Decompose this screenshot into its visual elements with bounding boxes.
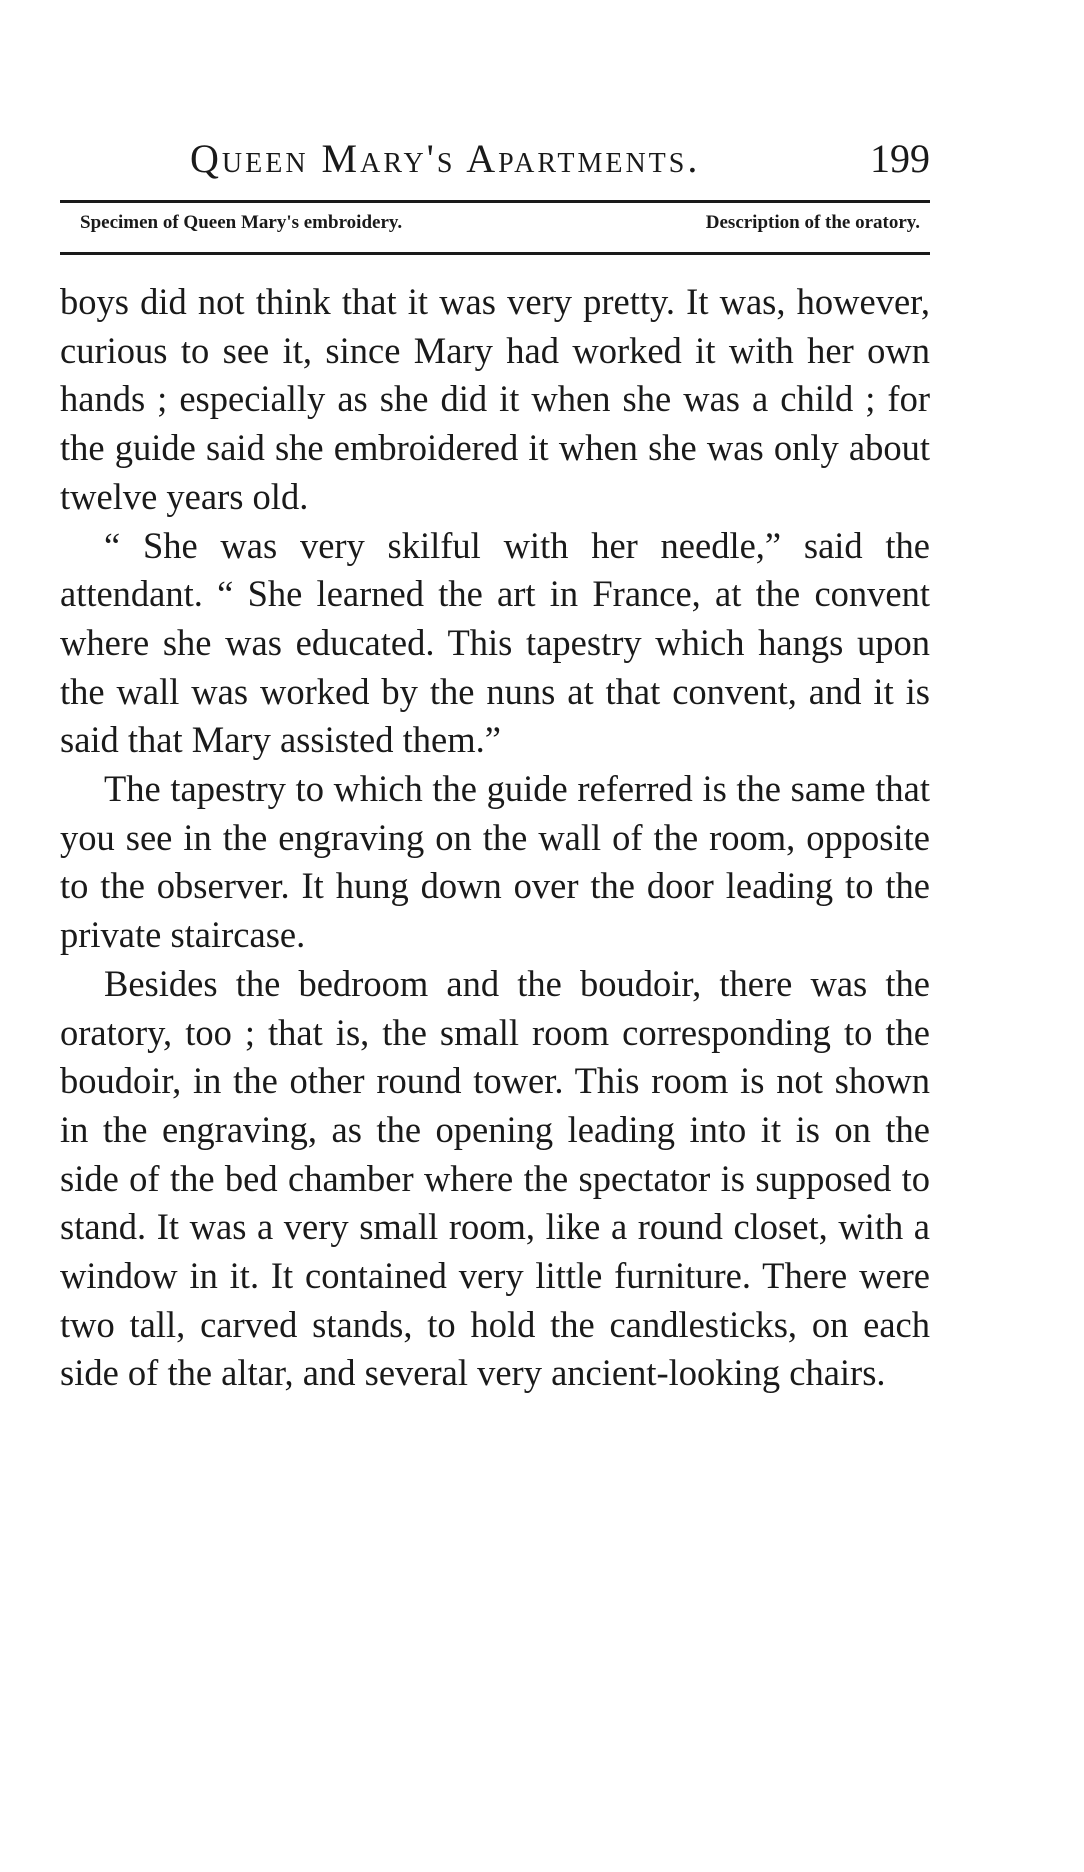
body-text <box>60 278 930 1398</box>
running-title: Queen Mary's Apartments. <box>190 136 701 181</box>
page-number: 199 <box>870 136 930 181</box>
paragraph-1: boys did not think that it was very pretty. It was, however, curious to see it, since Mary had worked it with her own hands ; especially as she did it when she was a child ; for the guide said she embroidered it when she was only about twelve years old. <box>60 281 930 517</box>
subhead-left: Specimen of Queen Mary's embroidery. <box>80 212 403 233</box>
paragraph-4: Besides the bedroom and the boudoir, there was the oratory, too ; that is, the small room corresponding to the boudoir, in the other round tower. This room is not shown in the engraving, as the opening leading into it is on the side of the bed chamber where the spectator is supposed to stand. It was a very small room, like a round closet, with a window in it. It contained very little furniture. There were two tall, carved stands, to hold the candlesticks, on each side of the altar, and several very ancient-looking chairs. <box>60 962 930 1394</box>
paragraph-3: The tapestry to which the guide referred is the same that you see in the engraving on the wall of the room, opposite to the observer. It hung down over the door leading to the private staircase. <box>60 768 930 956</box>
subhead <box>80 212 930 242</box>
header-rule-bottom <box>60 252 930 255</box>
header-rule-top <box>60 200 930 203</box>
running-head <box>60 135 930 191</box>
subhead-right: Description of the oratory. <box>705 212 920 233</box>
paragraph-2: “ She was very skilful with her needle,” said the attendant. “ She learned the art in France, at the convent where she was educated. This tapestry which hangs upon the wall was worked by the nuns at that convent, and it is said that Mary assisted them.” <box>60 524 930 761</box>
